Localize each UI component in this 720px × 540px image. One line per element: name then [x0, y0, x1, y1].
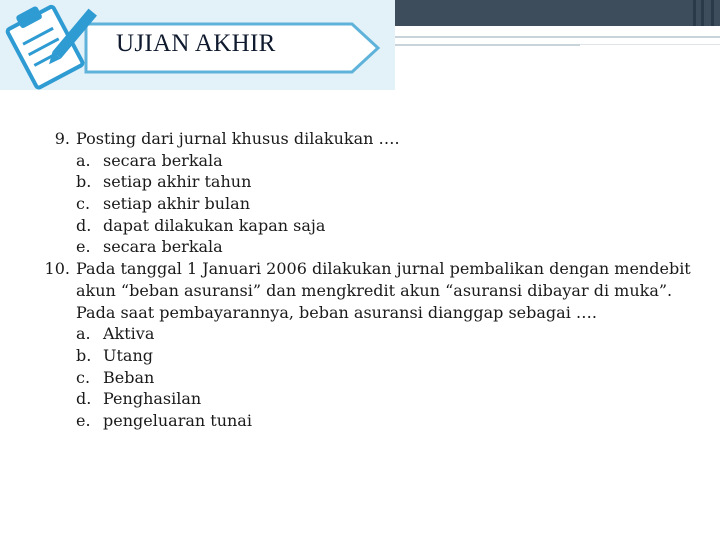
question-10-line — [0, 258, 720, 280]
option-text: setiap akhir bulan — [103, 194, 250, 214]
question-text: Posting dari jurnal khusus dilakukan …. — [76, 129, 400, 148]
option-letter: d. — [76, 389, 92, 409]
option-text: dapat dilakukan kapan saja — [103, 215, 326, 235]
option-row — [0, 193, 720, 215]
page-title: UJIAN AKHIR — [116, 30, 276, 57]
decor-rule — [395, 36, 720, 38]
option-text: setiap akhir tahun — [103, 172, 252, 192]
option-row — [0, 323, 720, 345]
decor-rule — [580, 44, 720, 45]
question-number: 9. — [54, 129, 70, 148]
question-list — [0, 128, 720, 432]
option-letter: a. — [76, 150, 91, 170]
option-text: secara berkala — [103, 237, 223, 257]
decor-strip — [693, 0, 696, 26]
option-letter: b. — [76, 172, 92, 192]
option-text: Penghasilan — [103, 389, 202, 409]
option-text: Aktiva — [103, 324, 155, 344]
decor-rule — [395, 44, 580, 46]
question-text: Pada saat pembayarannya, beban asuransi dianggap sebagai …. — [76, 302, 597, 322]
option-letter: c. — [76, 194, 91, 214]
option-letter: c. — [76, 367, 91, 387]
option-row — [0, 345, 720, 367]
option-row — [0, 367, 720, 389]
question-9-line — [0, 128, 720, 150]
option-text: secara berkala — [103, 150, 223, 170]
option-row — [0, 410, 720, 432]
option-text: pengeluaran tunai — [103, 410, 252, 430]
option-letter: d. — [76, 215, 92, 235]
option-row — [0, 388, 720, 410]
option-letter: e. — [76, 237, 91, 257]
option-letter: e. — [76, 410, 91, 430]
question-text: akun “beban asuransi” dan mengkredit akun “asuransi dibayar di muka”. — [76, 280, 673, 300]
decor-strip — [701, 0, 704, 26]
question-10-line — [0, 280, 720, 302]
option-row — [0, 171, 720, 193]
option-text: Utang — [103, 345, 153, 365]
question-10-line — [0, 302, 720, 324]
question-number: 10. — [44, 259, 70, 279]
option-letter: b. — [76, 345, 92, 365]
option-row — [0, 215, 720, 237]
question-text: Pada tanggal 1 Januari 2006 dilakukan jurnal pembalikan dengan mendebit — [76, 259, 691, 279]
decor-strip — [711, 0, 714, 26]
option-letter: a. — [76, 324, 91, 344]
header-banner — [0, 0, 395, 90]
option-row — [0, 150, 720, 172]
option-text: Beban — [103, 367, 155, 387]
top-decor-bar — [395, 0, 720, 26]
option-row — [0, 236, 720, 258]
